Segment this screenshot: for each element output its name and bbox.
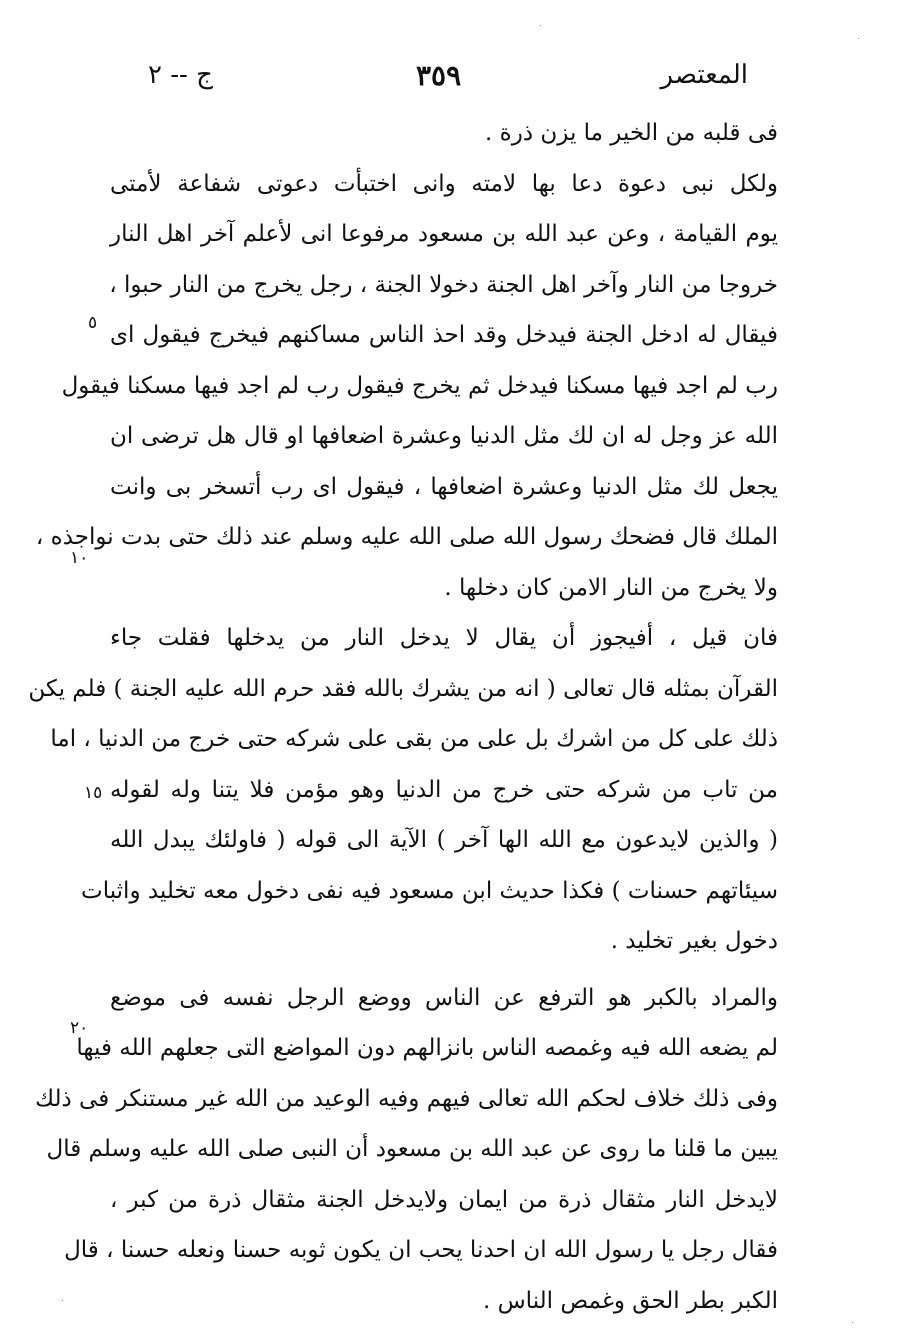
scan-speck xyxy=(540,25,541,26)
text-line: دخول بغير تخليد . xyxy=(610,928,778,954)
text-line: ولا يخرج من النار الامن كان دخلها . xyxy=(444,574,778,601)
text-line: فان قيل ، أفيجوز أن يقال لا يدخل النار من يدخلها فقلت جاء xyxy=(110,625,778,651)
text-line: يجعل لك مثل الدنيا وعشرة اضعافها ، فيقول اى رب أتسخر بى وانت xyxy=(110,473,778,500)
page-number: ٣٥٩ xyxy=(416,59,462,92)
line-number-10: ١٠ xyxy=(70,548,89,568)
line-number-5: ٥ xyxy=(88,313,98,333)
text-line: يبين ما قلنا ما روى عن عبد الله بن مسعود أن النبى صلى الله عليه وسلم قال xyxy=(46,1136,778,1162)
volume-number: ج -- ٢ xyxy=(148,60,213,90)
text-line: وفى ذلك خلاف لحكم الله تعالى فيهم وفيه الوعيد من الله غير مستنكر فى ذلك xyxy=(35,1085,778,1112)
text-line: ذلك على كل من اشرك بل على من بقى على شركه حتى خرج من الدنيا ، اما xyxy=(50,726,778,752)
text-line: الملك قال فضحك رسول الله صلى الله عليه وسلم عند ذلك حتى بدت نواجذه ، xyxy=(35,524,778,550)
line-number-20: ٢٠ xyxy=(70,1018,89,1038)
scan-speck xyxy=(852,1322,853,1323)
text-line: ( والذين لايدعون مع الله الها آخر ) الآية الى قوله ( فاولئك يبدل الله xyxy=(110,827,778,853)
text-line: الله عز وجل له ان لك مثل الدنيا وعشرة اضعافها او قال هل ترضى ان xyxy=(110,423,778,449)
text-line: والمراد بالكبر هو الترفع عن الناس ووضع الرجل نفسه فى موضع xyxy=(110,984,778,1011)
text-line: فيقال له ادخل الجنة فيدخل وقد احذ الناس مساكنهم فيخرج فيقول اى xyxy=(110,322,778,348)
text-line: ولكل نبى دعوة دعا بها لامته وانى اختبأت دعوتى شفاعة لأمتى xyxy=(110,170,778,197)
scan-speck xyxy=(858,38,859,39)
text-line: يوم القيامة ، وعن عبد الله بن مسعود مرفوعا انى لأعلم آخر اهل النار xyxy=(110,221,778,247)
text-line: رب لم اجد فيها مسكنا فيدخل ثم يخرج فيقول رب لم اجد فيها مسكنا فيقول xyxy=(61,372,778,399)
text-line: لم يضعه الله فيه وغمصه الناس بانزالهم دون المواضع التى جعلهم الله فيها xyxy=(76,1035,778,1061)
scan-speck xyxy=(62,1300,63,1301)
text-line: فقال رجل يا رسول الله ان احدنا يحب ان يكون ثوبه حسنا ونعله حسنا ، قال xyxy=(64,1237,778,1263)
text-line: من تاب من شركه حتى خرج من الدنيا وهو مؤمن فلا يتنا وله لقوله xyxy=(110,776,778,803)
text-line: القرآن بمثله قال تعالى ( انه من يشرك بالله فقد حرم الله عليه الجنة ) فلم يكن xyxy=(28,675,778,702)
line-number-15: ١٥ xyxy=(84,783,103,803)
running-title: المعتصر xyxy=(660,60,748,90)
text-line: لايدخل النار مثقال ذرة من ايمان ولايدخل الجنة مثقال ذرة من كبر ، xyxy=(110,1186,778,1213)
text-line: سيئاتهم حسنات ) فكذا حديث ابن مسعود فيه نفى دخول معه تخليد واثبات xyxy=(81,877,778,904)
text-line: الكبر بطر الحق وغمص الناس . xyxy=(482,1287,778,1314)
text-line: فى قلبه من الخير ما يزن ذرة . xyxy=(485,120,778,146)
text-line: خروجا من النار وآخر اهل الجنة دخولا الجنة ، رجل يخرج من النار حبوا ، xyxy=(109,271,778,298)
